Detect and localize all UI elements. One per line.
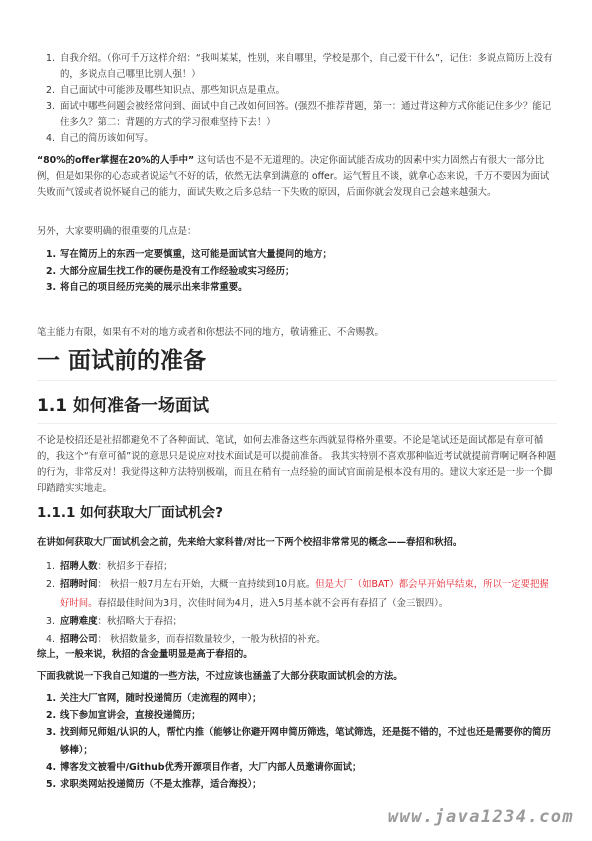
section-heading: 一 面试前的准备 — [37, 344, 557, 381]
list-item: 1. 关注大厂官网，随时投递简历（走流程的网申）； — [46, 693, 262, 704]
list-item: 1. 写在简历上的东西一定要慎重，这可能是面试官大量提问的地方； — [46, 249, 332, 260]
list-item: 1. 自我介绍。（你可千万这样介绍：“我叫某某，性别，来自哪里，学校是那个，自己爱干什么”，记住：多说点简历上没有的，多说点自己哪里比别人强！） — [46, 53, 553, 80]
highlight-text: 但是大厂（如BAT）都会早开始早结束，所以一定要把握好时间。 — [60, 579, 549, 609]
author-note: 笔主能力有限，如果有不对的地方或者和你想法不同的地方，敬请雅正、不舍赐教。 — [37, 327, 384, 338]
list-item: 4. 自己的简历该如何写。 — [46, 133, 154, 144]
interview-prep-list — [37, 51, 557, 147]
lead-paragraph: 在讲如何获取大厂面试机会之前，先来给大家科普/对比一下两个校招非常常见的概念——春招和秋招。 — [37, 537, 463, 548]
watermark: www.java1234.com — [387, 807, 574, 827]
list-item: 3. 应聘难度：秋招略大于春招； — [46, 615, 182, 627]
methods-list — [37, 690, 557, 793]
list-item: 4. 招聘公司： 秋招数量多，而春招数量较少，一般为秋招的补充。 — [46, 634, 326, 646]
list-item: 3. 面试中哪些问题会被经常问到、面试中自己改如何回答。(强烈不推荐背题，第一：通过背这种方式你能记住多少？能记住多久？第二：背题的方式的学习很难坚持下去！） — [46, 101, 552, 128]
list-item: 5. 求职类网站投递简历（不是太推荐，适合海投）； — [46, 779, 262, 791]
offer-paragraph: “80%的offer掌握在20%的人手中” 这句话也不是不无道理的。决定你面试能否成功的因素中实力固然占有很大一部分比例，但是如果你的心态或者说运气不好的话，依然无法拿到满意的 offer。运气暂且不谈，就拿心态来说，千万不要因为面试失败而气馁或者说怀疑自己的能力，面试失败之后多总结一下失败的原因，后面你就会发现自己会越来越强大。 — [37, 155, 550, 198]
list-item: 2. 招聘时间： 秋招一般7月左右开始，大概一直持续到10月底。但是大厂（如BAT）都会早开始早结束，所以一定要把握好时间。春招最佳时间为3月，次佳时间为4月，进入5月基本就不会再有春招了（金三银四）。 — [46, 579, 549, 609]
list-item: 3. 将自己的项目经历完美的展示出来非常重要。 — [46, 282, 248, 294]
methods-intro: 下面我就说一下我自己知道的一些方法，不过应该也涵盖了大部分获取面试机会的方法。 — [37, 671, 403, 682]
recruitment-compare-list — [37, 558, 557, 649]
subsection-heading: 1.1 如何准备一场面试 — [37, 392, 557, 424]
list-item: 3. 找到师兄师姐/认识的人，帮忙内推（能够让你避开网申简历筛选，笔试筛选，还是挺不错的，不过也还是需要你的简历够棒）； — [46, 727, 551, 756]
list-item: 2. 大部分应届生找工作的硬伤是没有工作经验或实习经历； — [46, 265, 295, 277]
summary-paragraph: 综上，一般来说，秋招的含金量明显是高于春招的。 — [37, 649, 253, 660]
subsubsection-heading: 1.1.1 如何获取大厂面试机会? — [37, 505, 223, 521]
intro-paragraph: 不论是校招还是社招都避免不了各种面试、笔试，如何去准备这些东西就显得格外重要。不论是笔试还是面试都是有章可循的，我这个“有章可循”说的意思只是说应对技术面试是可以提前准备。 我其实特别不喜欢那种临近考试就提前背啊记啊各种题的行为，非常反对！我觉得这种方法特别极端，而且在稍有一点经验的面试官面前是根本没有用的。建议大家还是一步一个脚印踏踏实实地走。 — [37, 435, 556, 494]
list-item: 4. 博客发文被看中/Github优秀开源项目作者，大厂内部人员邀请你面试； — [46, 761, 362, 773]
list-item: 2. 自己面试中可能涉及哪些知识点、那些知识点是重点。 — [46, 85, 286, 96]
key-points-intro: 另外，大家要明确的很重要的几点是： — [37, 226, 197, 237]
key-points-list — [37, 247, 557, 297]
list-item: 2. 线下参加宣讲会，直接投递简历； — [46, 710, 201, 722]
list-item: 1. 招聘人数：秋招多于春招； — [46, 561, 173, 572]
